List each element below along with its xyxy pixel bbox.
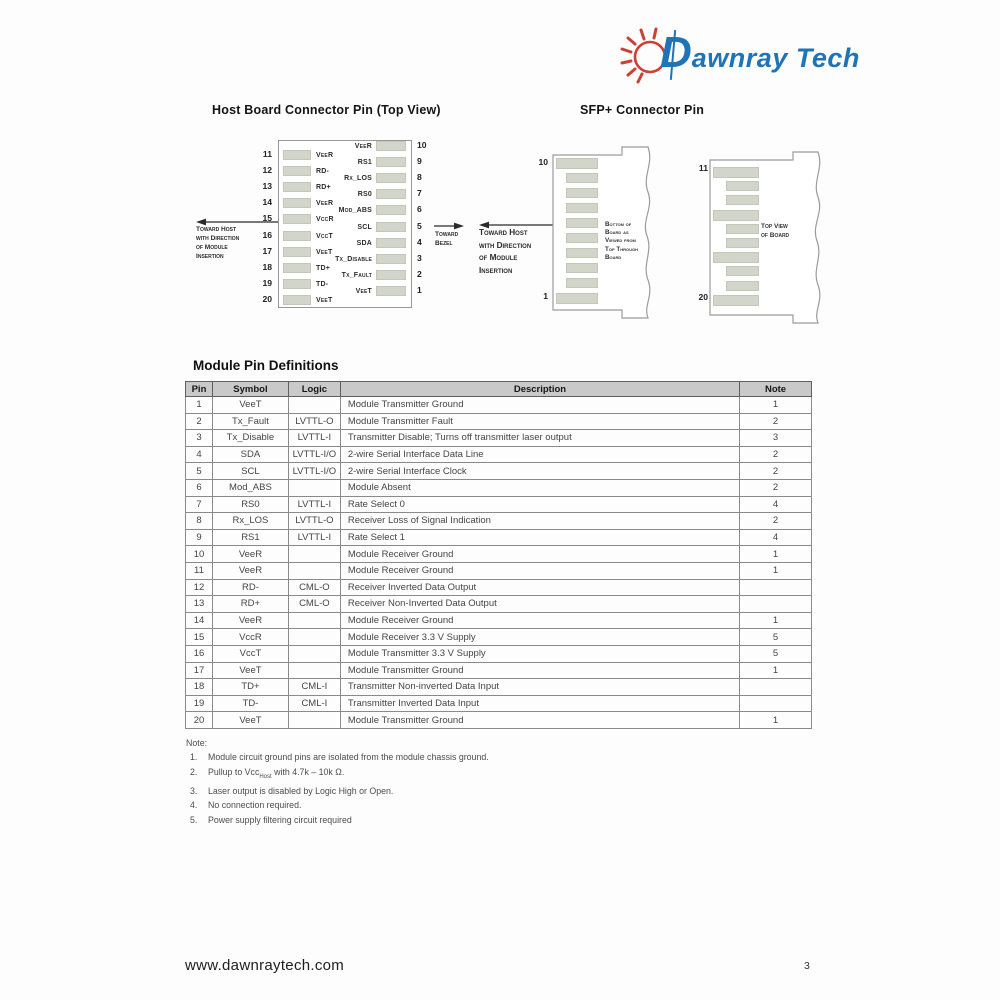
logic-cell: LVTTL-I xyxy=(288,430,340,447)
logic-cell: CML-I xyxy=(288,695,340,712)
symbol-cell: SCL xyxy=(212,463,288,480)
connector-pad xyxy=(726,224,759,234)
pin-cell: 9 xyxy=(186,529,213,546)
logic-cell xyxy=(288,645,340,662)
logic-cell: CML-O xyxy=(288,596,340,613)
description-cell: Module Transmitter Ground xyxy=(340,712,739,729)
host-pin-label: Rx_LOS xyxy=(344,175,372,183)
connector-pad xyxy=(376,270,406,280)
description-cell: Module Absent xyxy=(340,479,739,496)
pin-cell: 3 xyxy=(186,430,213,447)
host-pin-number: 4 xyxy=(417,236,422,247)
host-pin-label: VeeR xyxy=(316,152,334,159)
connector-pad xyxy=(726,281,759,291)
header-note: Note xyxy=(740,382,812,397)
symbol-cell: VeeT xyxy=(212,712,288,729)
host-pin-label: RD+ xyxy=(316,184,331,192)
table-row xyxy=(186,430,812,447)
pin-cell: 8 xyxy=(186,513,213,530)
description-cell: Receiver Loss of Signal Indication xyxy=(340,513,739,530)
table-row xyxy=(186,679,812,696)
note-cell: 1 xyxy=(740,662,812,679)
description-cell: Module Receiver Ground xyxy=(340,612,739,629)
symbol-cell: VccR xyxy=(212,629,288,646)
host-pin-number: 7 xyxy=(417,188,422,199)
table-row xyxy=(186,629,812,646)
table-row xyxy=(186,712,812,729)
table-row xyxy=(186,513,812,530)
logic-cell: LVTTL-O xyxy=(288,513,340,530)
logic-cell xyxy=(288,562,340,579)
host-pin-label: VeeR xyxy=(316,200,334,208)
host-pin-label: VeeR xyxy=(354,143,372,150)
connector-pad xyxy=(376,286,406,296)
host-pin-number: 10 xyxy=(417,140,427,150)
logic-cell xyxy=(288,546,340,563)
pin-cell: 5 xyxy=(186,463,213,480)
connector-pad xyxy=(566,248,598,258)
symbol-cell: VeeT xyxy=(212,662,288,679)
host-pin-label: SDA xyxy=(356,239,372,247)
logic-cell: LVTTL-I/O xyxy=(288,446,340,463)
note-item: 4. No connection required. xyxy=(190,800,302,811)
connector-pad xyxy=(376,173,406,183)
host-pin-number: 15 xyxy=(262,213,272,224)
symbol-cell: Mod_ABS xyxy=(212,479,288,496)
table-row xyxy=(186,562,812,579)
host-pin-label: VeeT xyxy=(355,287,372,295)
note-cell: 1 xyxy=(740,612,812,629)
description-cell: Module Transmitter Ground xyxy=(340,662,739,679)
table-row xyxy=(186,446,812,463)
connector-pad xyxy=(713,295,759,306)
table-row xyxy=(186,479,812,496)
toward-host-label-middle: Toward Host with Direction of Module Insertion xyxy=(479,228,532,275)
note-cell: 5 xyxy=(740,629,812,646)
description-cell: Transmitter Disable; Turns off transmitter laser output xyxy=(340,430,739,447)
pin-cell: 10 xyxy=(186,546,213,563)
note-cell: 3 xyxy=(740,430,812,447)
logic-cell xyxy=(288,629,340,646)
connector-pad xyxy=(713,167,759,178)
pin-cell: 11 xyxy=(186,562,213,579)
notes-section xyxy=(186,736,806,827)
pin-cell: 2 xyxy=(186,413,213,430)
connector-pad xyxy=(726,181,759,191)
symbol-cell: TD- xyxy=(212,695,288,712)
connector-pad xyxy=(726,195,759,205)
pin-cell: 12 xyxy=(186,579,213,596)
table-row xyxy=(186,596,812,613)
header-logic: Logic xyxy=(288,382,340,397)
note-cell: 1 xyxy=(740,712,812,729)
pin-cell: 17 xyxy=(186,662,213,679)
table-row xyxy=(186,546,812,563)
pin-cell: 18 xyxy=(186,679,213,696)
header-symbol: Symbol xyxy=(212,382,288,397)
host-pin-label: Tx_Fault xyxy=(341,271,372,279)
connector-pad xyxy=(726,238,759,248)
host-diagram-title: Host Board Connector Pin (Top View) xyxy=(212,103,441,117)
host-pin-number: 17 xyxy=(262,245,272,256)
description-cell: Rate Select 0 xyxy=(340,496,739,513)
logic-cell: LVTTL-I/O xyxy=(288,463,340,480)
note-item: 5. Power supply filtering circuit required xyxy=(190,814,352,825)
symbol-cell: SDA xyxy=(212,446,288,463)
note-cell: 4 xyxy=(740,529,812,546)
note-cell: 5 xyxy=(740,645,812,662)
host-pin-number: 11 xyxy=(262,149,272,159)
description-cell: Module Transmitter Fault xyxy=(340,413,739,430)
description-cell: Module Receiver Ground xyxy=(340,546,739,563)
description-cell: Module Transmitter 3.3 V Supply xyxy=(340,645,739,662)
pin-cell: 19 xyxy=(186,695,213,712)
toward-host-label-left: Toward Host with Direction of Module Insertion xyxy=(196,226,240,260)
connector-pad xyxy=(376,157,406,167)
symbol-cell: VeeR xyxy=(212,612,288,629)
connector-pad xyxy=(376,254,406,264)
sfp-pin-number-10: 10 xyxy=(538,157,548,167)
connector-pad xyxy=(376,189,406,199)
symbol-cell: RD- xyxy=(212,579,288,596)
connector-pad xyxy=(556,293,598,304)
symbol-cell: VeeT xyxy=(212,397,288,414)
pin-cell: 20 xyxy=(186,712,213,729)
pin-cell: 13 xyxy=(186,596,213,613)
logic-cell xyxy=(288,479,340,496)
toward-bezel-arrow xyxy=(434,223,464,230)
logic-cell: LVTTL-O xyxy=(288,413,340,430)
toward-host-arrow-left xyxy=(196,219,278,226)
logic-cell xyxy=(288,662,340,679)
host-pin-label: VeeT xyxy=(316,248,333,256)
connector-pad xyxy=(713,210,759,221)
connector-pad xyxy=(726,266,759,276)
logo-rest: awnray Tech xyxy=(691,43,860,73)
logic-cell: LVTTL-I xyxy=(288,529,340,546)
symbol-cell: RS1 xyxy=(212,529,288,546)
symbol-cell: Tx_Disable xyxy=(212,430,288,447)
connector-pad xyxy=(566,173,598,183)
connector-pad xyxy=(556,158,598,169)
note-item: 2. Pullup to Vcc$_{Host}$ with 4.7k – 10k Ω. xyxy=(190,766,345,780)
symbol-cell: RD+ xyxy=(212,596,288,613)
notes-label: Note: xyxy=(186,738,208,748)
description-cell: Receiver Inverted Data Output xyxy=(340,579,739,596)
host-pin-number: 2 xyxy=(417,268,422,279)
table-row xyxy=(186,496,812,513)
description-cell: Receiver Non-Inverted Data Output xyxy=(340,596,739,613)
host-pin-label: TD+ xyxy=(316,264,331,272)
note-item: 3. Laser output is disabled by Logic High or Open. xyxy=(190,785,394,796)
pin-cell: 4 xyxy=(186,446,213,463)
note-cell: 1 xyxy=(740,562,812,579)
symbol-cell: RS0 xyxy=(212,496,288,513)
connector-pad xyxy=(376,141,406,151)
logo-text xyxy=(660,28,860,78)
table-row xyxy=(186,695,812,712)
logic-cell xyxy=(288,712,340,729)
table-header-row xyxy=(186,382,812,397)
symbol-cell: VeeR xyxy=(212,546,288,563)
table-row xyxy=(186,397,812,414)
connector-pad xyxy=(713,252,759,263)
host-pin-label: Mod_ABS xyxy=(338,207,372,215)
table-row xyxy=(186,612,812,629)
logo-initial: D xyxy=(660,28,692,77)
host-pin-label: VccR xyxy=(316,216,334,224)
symbol-cell: Rx_LOS xyxy=(212,513,288,530)
symbol-cell: Tx_Fault xyxy=(212,413,288,430)
note-cell: 2 xyxy=(740,413,812,430)
host-pin-number: 3 xyxy=(417,252,422,263)
sfp-pin-number-1: 1 xyxy=(543,291,548,301)
sfp-top-caption: Top View of Board xyxy=(761,223,790,239)
connector-pad xyxy=(566,218,598,228)
connector-pad xyxy=(566,188,598,198)
sfp-pin-number-20: 20 xyxy=(698,292,708,302)
symbol-cell: VccT xyxy=(212,645,288,662)
note-cell: 2 xyxy=(740,513,812,530)
host-pin-number: 6 xyxy=(417,204,422,215)
host-pin-label: TD- xyxy=(316,280,329,288)
note-cell xyxy=(740,695,812,712)
description-cell: Transmitter Non-inverted Data Input xyxy=(340,679,739,696)
note-cell xyxy=(740,679,812,696)
pin-cell: 7 xyxy=(186,496,213,513)
pin-cell: 15 xyxy=(186,629,213,646)
connector-pad xyxy=(566,233,598,243)
footer-url: www.dawnraytech.com xyxy=(185,957,345,974)
host-pin-number: 8 xyxy=(417,172,422,183)
table-row xyxy=(186,413,812,430)
note-cell xyxy=(740,579,812,596)
note-cell: 1 xyxy=(740,546,812,563)
header-description: Description xyxy=(340,382,739,397)
page-number: 3 xyxy=(804,960,810,972)
host-pin-number: 19 xyxy=(262,277,272,288)
sfp-bottom-caption: Bottom of Board as Viewed from Top Through Board xyxy=(605,221,638,261)
connector-pad xyxy=(566,203,598,213)
host-pin-number: 14 xyxy=(262,197,272,208)
table-row xyxy=(186,662,812,679)
module-pin-table xyxy=(185,381,812,729)
table-row xyxy=(186,463,812,480)
symbol-cell: VeeR xyxy=(212,562,288,579)
host-pin-number: 9 xyxy=(417,156,422,167)
connector-pad xyxy=(566,278,598,288)
description-cell: Module Transmitter Ground xyxy=(340,397,739,414)
sfp-diagram-title: SFP+ Connector Pin xyxy=(580,103,705,117)
connector-pad xyxy=(566,263,598,273)
table-row xyxy=(186,529,812,546)
pin-cell: 1 xyxy=(186,397,213,414)
note-cell: 4 xyxy=(740,496,812,513)
logic-cell: CML-I xyxy=(288,679,340,696)
description-cell: Transmitter Inverted Data Input xyxy=(340,695,739,712)
host-pin-number: 1 xyxy=(417,284,422,295)
host-pin-label: VccT xyxy=(316,232,333,240)
table-row xyxy=(186,579,812,596)
host-pin-number: 20 xyxy=(262,293,272,304)
host-pin-number: 18 xyxy=(262,261,272,272)
pin-cell: 14 xyxy=(186,612,213,629)
description-cell: 2-wire Serial Interface Clock xyxy=(340,463,739,480)
note-item: 1. Module circuit ground pins are isolated from the module chassis ground. xyxy=(190,752,489,763)
host-pin-label: VeeT xyxy=(316,296,333,304)
host-pin-label: RD- xyxy=(316,168,330,176)
description-cell: Rate Select 1 xyxy=(340,529,739,546)
header-pin: Pin xyxy=(186,382,213,397)
table-title: Module Pin Definitions xyxy=(193,358,339,373)
host-pin-number: 16 xyxy=(262,229,272,240)
note-cell: 2 xyxy=(740,463,812,480)
host-pin-number: 12 xyxy=(262,165,272,176)
host-pin-label: Tx_Disable xyxy=(335,255,372,263)
note-cell: 1 xyxy=(740,397,812,414)
host-pin-label: RS1 xyxy=(357,159,372,167)
note-cell: 2 xyxy=(740,446,812,463)
host-pin-number: 13 xyxy=(262,181,272,192)
pin-cell: 16 xyxy=(186,645,213,662)
logic-cell: CML-O xyxy=(288,579,340,596)
toward-bezel-label: Toward Bezel xyxy=(435,231,459,247)
logic-cell xyxy=(288,397,340,414)
description-cell: 2-wire Serial Interface Data Line xyxy=(340,446,739,463)
description-cell: Module Receiver 3.3 V Supply xyxy=(340,629,739,646)
host-pin-label: SCL xyxy=(357,223,372,231)
note-cell: 2 xyxy=(740,479,812,496)
sfp-pin-number-11: 11 xyxy=(698,163,708,173)
host-pin-label: RS0 xyxy=(357,191,372,199)
logic-cell xyxy=(288,612,340,629)
pin-cell: 6 xyxy=(186,479,213,496)
table-row xyxy=(186,645,812,662)
note-cell xyxy=(740,596,812,613)
symbol-cell: TD+ xyxy=(212,679,288,696)
logic-cell: LVTTL-I xyxy=(288,496,340,513)
description-cell: Module Receiver Ground xyxy=(340,562,739,579)
host-pin-number: 5 xyxy=(417,220,422,231)
